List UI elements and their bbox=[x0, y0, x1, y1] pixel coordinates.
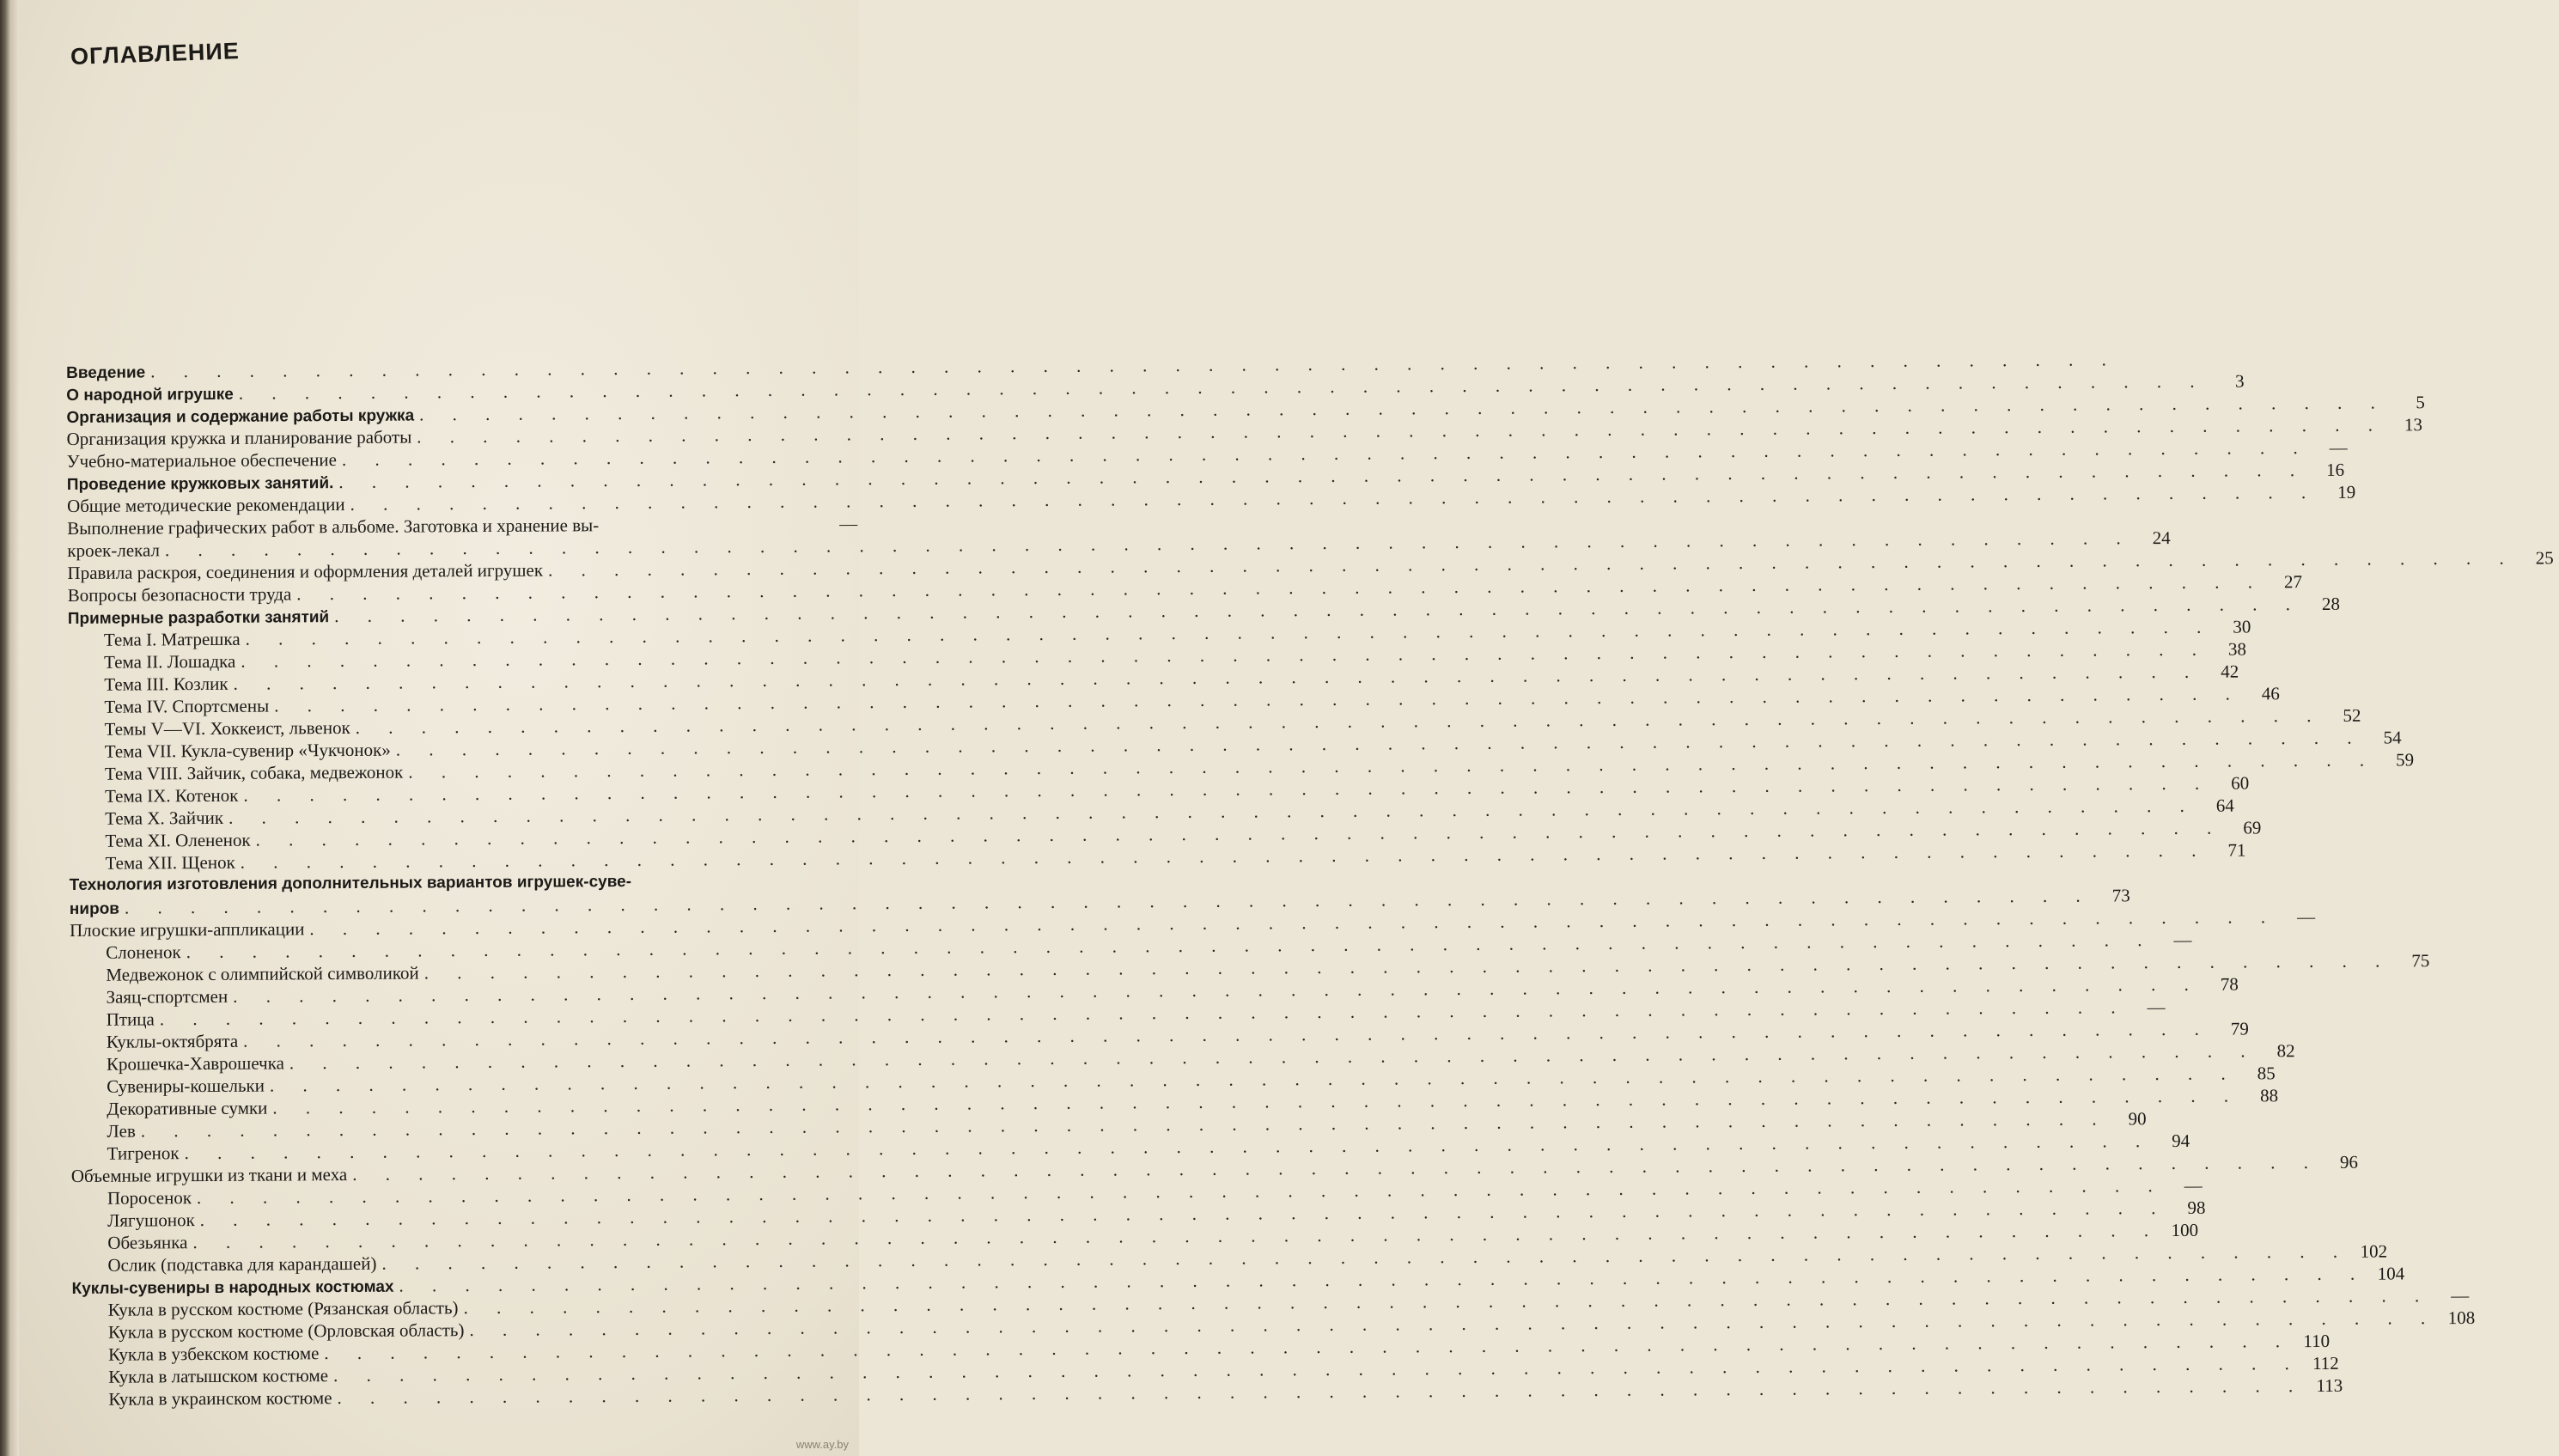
toc-entry-title: Тема XI. Олененок bbox=[105, 829, 251, 851]
toc-entry-title: Лягушонок bbox=[107, 1209, 195, 1231]
toc-entry-title: Тема X. Зайчик bbox=[105, 807, 224, 829]
toc-entry-page: 27 bbox=[2283, 571, 2303, 593]
toc-entry-page: 42 bbox=[2221, 661, 2239, 682]
toc-entry-title: Лев bbox=[107, 1120, 136, 1142]
toc-entry-title: Кукла в узбекском костюме bbox=[107, 1343, 320, 1365]
toc-entry-page: 82 bbox=[2276, 1040, 2295, 1062]
toc-entry-page: — bbox=[2329, 436, 2348, 458]
toc-entry-page: 54 bbox=[2383, 727, 2402, 748]
toc-entry-title: Обезьянка bbox=[107, 1232, 188, 1253]
toc-entry-page: — bbox=[839, 513, 858, 534]
toc-entry-title: Тема IX. Котенок bbox=[105, 784, 239, 807]
toc-entry-title: Организация и содержание работы кружка bbox=[66, 406, 415, 427]
toc-entry-title: Организация кружка и планирование работы bbox=[66, 426, 412, 449]
toc-entry-title: О народной игрушке bbox=[66, 385, 234, 405]
toc-entry-page: 112 bbox=[2312, 1352, 2339, 1374]
toc-entry-page: 108 bbox=[2447, 1307, 2476, 1329]
toc-entry-page: 102 bbox=[2360, 1240, 2388, 1262]
toc-entry-page: — bbox=[2184, 1174, 2203, 1196]
toc-entry-page: 52 bbox=[2343, 704, 2361, 726]
toc-entry-page: 88 bbox=[2260, 1085, 2279, 1106]
toc-entry-page: 79 bbox=[2230, 1018, 2249, 1039]
toc-entry-title: Введение bbox=[66, 363, 146, 382]
book-page bbox=[19, 0, 2554, 1456]
toc-entry-title: Выполнение графических работ в альбоме. Заготовка и хранение вы- bbox=[67, 515, 600, 539]
toc-entry-page: 5 bbox=[2416, 392, 2425, 413]
page-title: оглавление bbox=[70, 30, 241, 72]
toc-entry-title: Декоративные сумки bbox=[107, 1097, 268, 1119]
table-of-contents bbox=[66, 356, 2554, 1410]
toc-entry-title: Тема III. Козлик bbox=[104, 673, 228, 695]
watermark: www.ay.by bbox=[795, 1438, 849, 1451]
toc-entry-page: — bbox=[2173, 929, 2192, 951]
toc-entry-title: Куклы-сувениры в народных костюмах bbox=[71, 1277, 394, 1298]
toc-entry-page: 85 bbox=[2257, 1063, 2276, 1084]
toc-entry-page: 98 bbox=[2187, 1197, 2206, 1218]
toc-entry-page: — bbox=[2147, 996, 2166, 1018]
toc-entry-title: Ослик (подставка для карандашей) bbox=[107, 1252, 377, 1276]
book-binding bbox=[0, 0, 19, 1456]
toc-entry-title: Тема XII. Щенок bbox=[105, 851, 235, 874]
toc-entry-title: Крошечка-Хаврошечка bbox=[106, 1052, 284, 1075]
toc-entry-title: Слоненок bbox=[106, 941, 181, 963]
toc-entry-title: Учебно-материальное обеспечение bbox=[66, 449, 338, 472]
toc-entry-title: Проведение кружковых занятий. bbox=[66, 474, 334, 494]
toc-entry-title: кроек-лекал bbox=[67, 539, 161, 561]
toc-entry-page: 46 bbox=[2261, 683, 2280, 704]
toc-leader-dots bbox=[604, 530, 819, 532]
toc-entry-title: Тема VIII. Зайчик, собака, медвежонок bbox=[104, 761, 404, 784]
toc-entry-title: Тема I. Матрешка bbox=[103, 628, 241, 650]
toc-entry-title: Кукла в латышском костюме bbox=[108, 1365, 329, 1387]
toc-entry-page: 24 bbox=[2152, 527, 2171, 549]
toc-entry-page: 60 bbox=[2231, 772, 2250, 794]
toc-entry-page: 16 bbox=[2326, 459, 2345, 480]
toc-entry-page: 13 bbox=[2404, 414, 2423, 436]
toc-entry-page: 25 bbox=[2535, 547, 2554, 569]
toc-entry-page: 38 bbox=[2227, 638, 2247, 660]
toc-entry-title: Поросенок bbox=[107, 1187, 192, 1209]
toc-entry-title: Общие методические рекомендации bbox=[66, 494, 345, 516]
toc-entry-title: Кукла в русском костюме (Орловская область) bbox=[107, 1319, 465, 1343]
toc-entry-page: 30 bbox=[2233, 616, 2251, 637]
toc-entry-page: 73 bbox=[2111, 885, 2130, 906]
toc-entry-page: 110 bbox=[2303, 1330, 2331, 1352]
toc-entry-page: 104 bbox=[2377, 1263, 2405, 1284]
toc-entry-page: 113 bbox=[2316, 1374, 2343, 1397]
toc-entry-title: Сувениры-кошельки bbox=[107, 1075, 265, 1097]
toc-entry-page: 28 bbox=[2321, 593, 2340, 614]
toc-entry-title: Тема IV. Спортсмены bbox=[104, 695, 270, 717]
toc-entry-title: Тема VII. Кукла-сувенир «Чукчонок» bbox=[104, 739, 391, 762]
toc-entry-title: Медвежонок с олимпийской символикой bbox=[106, 962, 419, 985]
toc-entry-page: — bbox=[2451, 1284, 2470, 1307]
toc-entry-page: 69 bbox=[2243, 817, 2262, 838]
toc-entry-title: Вопросы безопасности труда bbox=[67, 583, 292, 606]
toc-entry-title: Примерные разработки занятий bbox=[67, 608, 330, 628]
toc-entry-title: Тигренок bbox=[107, 1142, 180, 1164]
toc-entry-title: Тема II. Лошадка bbox=[104, 650, 236, 673]
toc-entry-title: Птица bbox=[106, 1008, 155, 1030]
toc-entry-title: Плоские игрушки-аппликации bbox=[69, 918, 305, 941]
toc-entry-title: Заяц-спортсмен bbox=[106, 985, 228, 1008]
toc-entry-page: 96 bbox=[2339, 1151, 2358, 1173]
toc-entry-title: Объемные игрушки из ткани и меха bbox=[70, 1164, 348, 1186]
toc-entry-title: ниров bbox=[69, 899, 120, 918]
toc-entry-page: 71 bbox=[2227, 839, 2246, 861]
toc-entry-page: 75 bbox=[2411, 950, 2430, 972]
toc-entry-title: Технология изготовления дополнительных вариантов игрушек-суве- bbox=[69, 872, 632, 894]
toc-entry-page: — bbox=[2297, 906, 2316, 928]
toc-entry-page: 78 bbox=[2220, 973, 2239, 995]
toc-entry-title: Куклы-октябрята bbox=[106, 1030, 239, 1052]
toc-entry-page: 94 bbox=[2172, 1130, 2190, 1152]
toc-entry-page: 64 bbox=[2215, 795, 2234, 816]
toc-entry-page: 19 bbox=[2337, 481, 2356, 503]
toc-entry-title: Темы V—VI. Хоккеист, львенок bbox=[104, 716, 350, 740]
toc-entry-title: Кукла в русском костюме (Рязанская область) bbox=[107, 1297, 459, 1320]
toc-entry-page: 90 bbox=[2128, 1108, 2147, 1130]
toc-entry-page: 100 bbox=[2171, 1219, 2199, 1241]
toc-entry-title: Кукла в украинском костюме bbox=[108, 1387, 332, 1410]
toc-entry-page: 3 bbox=[2234, 370, 2245, 392]
toc-entry-title: Правила раскроя, соединения и оформления деталей игрушек bbox=[67, 559, 544, 583]
toc-entry-page: 59 bbox=[2395, 749, 2415, 771]
